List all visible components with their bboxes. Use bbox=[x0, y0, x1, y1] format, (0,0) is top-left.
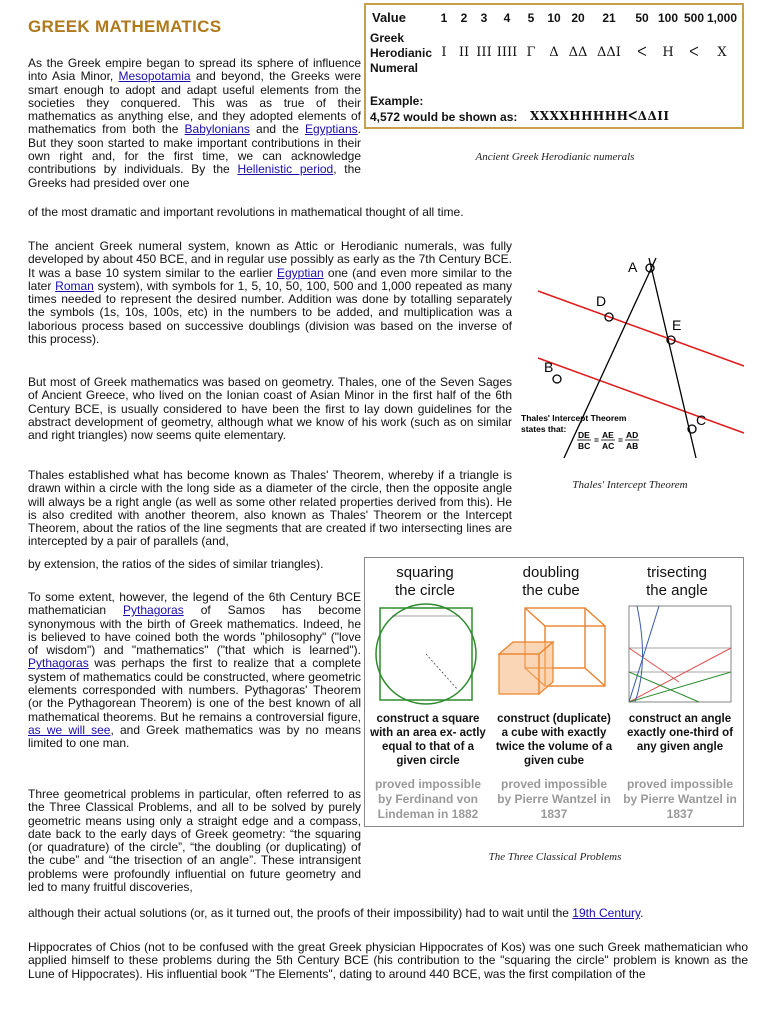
link-19th-century[interactable]: 19th Century bbox=[572, 906, 641, 920]
glyph-5: Γ bbox=[526, 45, 536, 60]
glyph-21: ΔΔΙ bbox=[597, 45, 621, 60]
numerals-caption: Ancient Greek Herodianic numerals bbox=[475, 151, 635, 163]
label-e: E bbox=[672, 317, 682, 333]
link-as-we-will-see[interactable]: as we will see bbox=[28, 722, 111, 737]
theorem-line-2: states that: bbox=[521, 424, 567, 434]
label-c: C bbox=[696, 412, 707, 428]
line-ac bbox=[649, 258, 696, 458]
svg-text:DE: DE bbox=[578, 430, 590, 440]
problem-3-desc: construct an angle exactly one-third of any given angle bbox=[626, 713, 734, 753]
svg-text:=: = bbox=[594, 435, 599, 445]
value-100: 100 bbox=[657, 11, 679, 25]
paragraph-2: The ancient Greek numeral system, known as Attic or Herodianic numerals, was fully developed by about 450 BCE, and in regular use possibly as early as the 7th Century BCE. It was a base 10 system similar to the earlier Egyptian one (and even more similar to the later Roman system), with symbols for 1, 5, 10, 50, 100, 500 and 1,000 repeated as many times needed to represent the desired number. Addition was done by totalling separately the symbols (1s, 10s, 100s, etc) in the numbers to be added, and multiplication was a laborious process based on successive doublings (division was based on the inverse of this process). bbox=[28, 239, 513, 347]
link-pythagoras-2[interactable]: Pythagoras bbox=[28, 656, 89, 671]
glyph-10: Δ bbox=[549, 45, 559, 60]
problem-3-title: trisecting the angle bbox=[646, 564, 708, 599]
svg-text:AE: AE bbox=[602, 430, 614, 440]
trisecting-angle-diagram bbox=[619, 602, 741, 710]
svg-text:AB: AB bbox=[626, 441, 639, 451]
value-3: 3 bbox=[480, 11, 488, 25]
glyph-1: Ι bbox=[441, 45, 447, 60]
line-ab bbox=[564, 258, 656, 458]
label-a: A bbox=[628, 259, 638, 275]
problems-caption: The Three Classical Problems bbox=[488, 851, 622, 863]
parallel-line-de bbox=[538, 291, 744, 366]
value-5: 5 bbox=[527, 11, 535, 25]
problem-2-title: doubling the cube bbox=[522, 564, 580, 599]
problem-1-desc: construct a square with an area ex- actly equal to that of a given circle bbox=[370, 713, 486, 767]
thales-caption: Thales' Intercept Theorem bbox=[572, 479, 688, 491]
value-1000: 1,000 bbox=[706, 11, 738, 25]
problem-1-foot: proved impossible by Ferdinand von Lindeman in 1882 bbox=[374, 777, 482, 821]
value-20: 20 bbox=[571, 11, 585, 25]
paragraph-6-end: although their actual solutions (or, as it turned out, the proofs of their impossibility) had to wait until the 19th Century. bbox=[28, 906, 644, 920]
paragraph-1-end: of the most dramatic and important revolutions in mathematical thought of all time. bbox=[28, 205, 464, 219]
paragraph-4: Thales established what has become known as Thales' Theorem, whereby if a triangle is drawn within a circle with the long side as a diameter of the circle, then the opposite angle will always be a right angle (as well as some other related properties derived from this). He is also credited with another theorem, also known as Thales' Theorem or the Intercept Theorem, about the ratios of the line segments that are created if two intersecting lines are intercepted by a pair of parallels (and, bbox=[28, 468, 512, 549]
paragraph-1: As the Greek empire began to spread its sphere of influence into Asia Minor, Mesopotamia and beyond, the Greeks were smart enough to adopt and adapt useful elements from the societies they conquered. This was as true of their mathematics as anything else, and they adopted elements of mathematics from both the Babylonians and the Egyptians. But they soon started to make important contributions in their own right and, for the first time, we can acknowledge contributions by individuals. By the Hellenistic period, the Greeks had presided over one bbox=[28, 56, 361, 190]
point-b bbox=[553, 375, 561, 383]
greek-label: Greek Herodianic Numeral bbox=[370, 31, 433, 75]
page-title: GREEK MATHEMATICS bbox=[28, 17, 222, 36]
glyph-20: ΔΔ bbox=[568, 45, 588, 60]
paragraph-5: To some extent, however, the legend of the 6th Century BCE mathematician Pythagoras of Samos has become synonymous with the birth of Greek mathematics. Indeed, he is believed to have coined both the words "philosophy" ("love of wisdom") and "mathematics" ("that which is learned"). Pythagoras was perhaps the first to realize that a complete system of mathematics could be constructed, where geometric elements corresponded with numbers. Pythagoras' Theorem (or the Pythagorean Theorem) is one of the best known of all mathematical theorems. But he remains a controversial figure, as we will see, and Greek mathematics was by no means limited to one man. bbox=[28, 590, 361, 751]
value-4: 4 bbox=[503, 11, 511, 25]
link-pythagoras[interactable]: Pythagoras bbox=[123, 603, 184, 618]
svg-text:BC: BC bbox=[578, 441, 591, 451]
svg-text:AC: AC bbox=[602, 441, 615, 451]
value-1: 1 bbox=[440, 11, 448, 25]
doubling-cube-diagram bbox=[493, 602, 611, 710]
example-label: Example: bbox=[370, 94, 424, 108]
paragraph-7: Hippocrates of Chios (not to be confused with the great Greek physician Hippocrates of Kos) was one such Greek mathematician who applied himself to these problems during the 5th Century BCE (his contribution to the "squaring the circle" problem is known as the Lune of Hippocrates). His influential book "The Elements", dating to around 440 BCE, was the first compilation of the bbox=[28, 940, 748, 981]
glyph-3: ΙΙΙ bbox=[476, 45, 492, 60]
glyph-500: ᐸ bbox=[689, 45, 699, 60]
value-50: 50 bbox=[635, 11, 649, 25]
glyph-100: Η bbox=[662, 45, 674, 60]
glyph-2: ΙΙ bbox=[458, 45, 470, 60]
theorem-line-1: Thales' Intercept Theorem bbox=[521, 413, 627, 423]
value-10: 10 bbox=[547, 11, 561, 25]
link-egyptians[interactable]: Egyptians bbox=[304, 122, 358, 137]
example-glyphs: ΧΧΧΧΗΗΗΗΗᐸΔΔΙΙ bbox=[530, 109, 670, 123]
svg-text:AD: AD bbox=[626, 430, 639, 440]
three-classical-problems-figure bbox=[364, 557, 744, 827]
paragraph-3: But most of Greek mathematics was based on geometry. Thales, one of the Seven Sages of Ancient Greece, who lived on the Ionian coast of Asian Minor in the first half of the 6th Century BCE, is usually considered to have been the first to lay down guidelines for the abstract development of geometry, although what we know of his work (such as on similar and right triangles) now seems quite elementary. bbox=[28, 375, 512, 443]
value-500: 500 bbox=[683, 11, 705, 25]
link-egyptian[interactable]: Egyptian bbox=[276, 265, 324, 280]
problem-3-foot: proved impossible by Pierre Wantzel in 1837 bbox=[623, 777, 737, 821]
link-hellenistic-period[interactable]: Hellenistic period bbox=[237, 162, 334, 177]
glyph-50: ᐸ bbox=[637, 45, 647, 60]
glyph-4: ΙΙΙΙ bbox=[496, 45, 518, 60]
problem-1-title: squaring the circle bbox=[394, 564, 456, 599]
link-mesopotamia[interactable]: Mesopotamia bbox=[118, 69, 191, 84]
paragraph-4-end: by extension, the ratios of the sides of similar triangles). bbox=[28, 557, 324, 571]
theorem-formula bbox=[577, 430, 639, 451]
problem-2-foot: proved impossible by Pierre Wantzel in 1837 bbox=[497, 777, 611, 821]
value-2: 2 bbox=[460, 11, 468, 25]
label-b: B bbox=[544, 359, 554, 375]
svg-text:=: = bbox=[618, 435, 623, 445]
paragraph-6: Three geometrical problems in particular, often referred to as the Three Classical Problems, and all to be solved by purely geometric means using only a straight edge and a compass, date back to the early days of Greek geometry: “the squaring (or quadrature) of the circle”, “the doubling (or duplicating) of the cube” and “the trisection of an angle”. These intransigent problems were profoundly influential on future geometry and led to many fruitful discoveries, bbox=[28, 787, 361, 895]
herodianic-numeral-table bbox=[364, 3, 744, 129]
label-d: D bbox=[596, 293, 607, 309]
example-text: 4,572 would be shown as: bbox=[370, 110, 518, 124]
value-21: 21 bbox=[602, 11, 616, 25]
thales-intercept-figure bbox=[516, 248, 746, 463]
problem-2-desc: construct (duplicate) a cube with exactly twice the volume of a given cube bbox=[495, 713, 613, 767]
value-label: Value bbox=[372, 10, 406, 25]
link-roman[interactable]: Roman bbox=[55, 278, 94, 293]
squaring-circle-diagram bbox=[370, 602, 488, 710]
link-babylonians[interactable]: Babylonians bbox=[184, 122, 250, 137]
glyph-1000: Χ bbox=[717, 45, 727, 60]
